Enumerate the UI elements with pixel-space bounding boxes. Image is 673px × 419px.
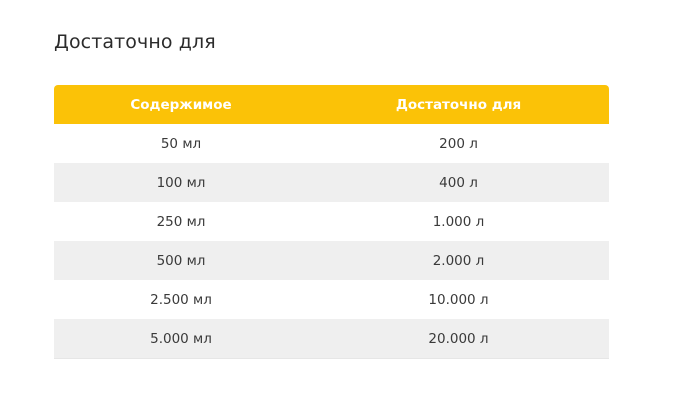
cell-sufficient-for: 10.000 л — [308, 280, 609, 319]
table-row — [54, 163, 609, 202]
cell-contents: 500 мл — [54, 241, 308, 280]
cell-sufficient-for: 20.000 л — [308, 319, 609, 359]
table-row — [54, 124, 609, 163]
cell-contents: 50 мл — [54, 124, 308, 163]
table-header-row — [54, 85, 609, 124]
cell-sufficient-for: 1.000 л — [308, 202, 609, 241]
cell-contents: 2.500 мл — [54, 280, 308, 319]
table-row — [54, 280, 609, 319]
column-header-sufficient-for: Достаточно для — [395, 96, 522, 113]
cell-sufficient-for: 400 л — [308, 163, 609, 202]
table-row — [54, 202, 609, 241]
cell-contents: 5.000 мл — [54, 319, 308, 359]
table-row — [54, 319, 609, 359]
cell-contents: 100 мл — [54, 163, 308, 202]
coverage-table-container — [54, 85, 609, 359]
cell-contents: 250 мл — [54, 202, 308, 241]
cell-sufficient-for: 2.000 л — [308, 241, 609, 280]
coverage-table — [54, 85, 609, 359]
column-header-contents: Содержимое — [130, 96, 232, 113]
cell-sufficient-for: 200 л — [308, 124, 609, 163]
table-row — [54, 241, 609, 280]
page-title: Достаточно для — [54, 31, 216, 53]
